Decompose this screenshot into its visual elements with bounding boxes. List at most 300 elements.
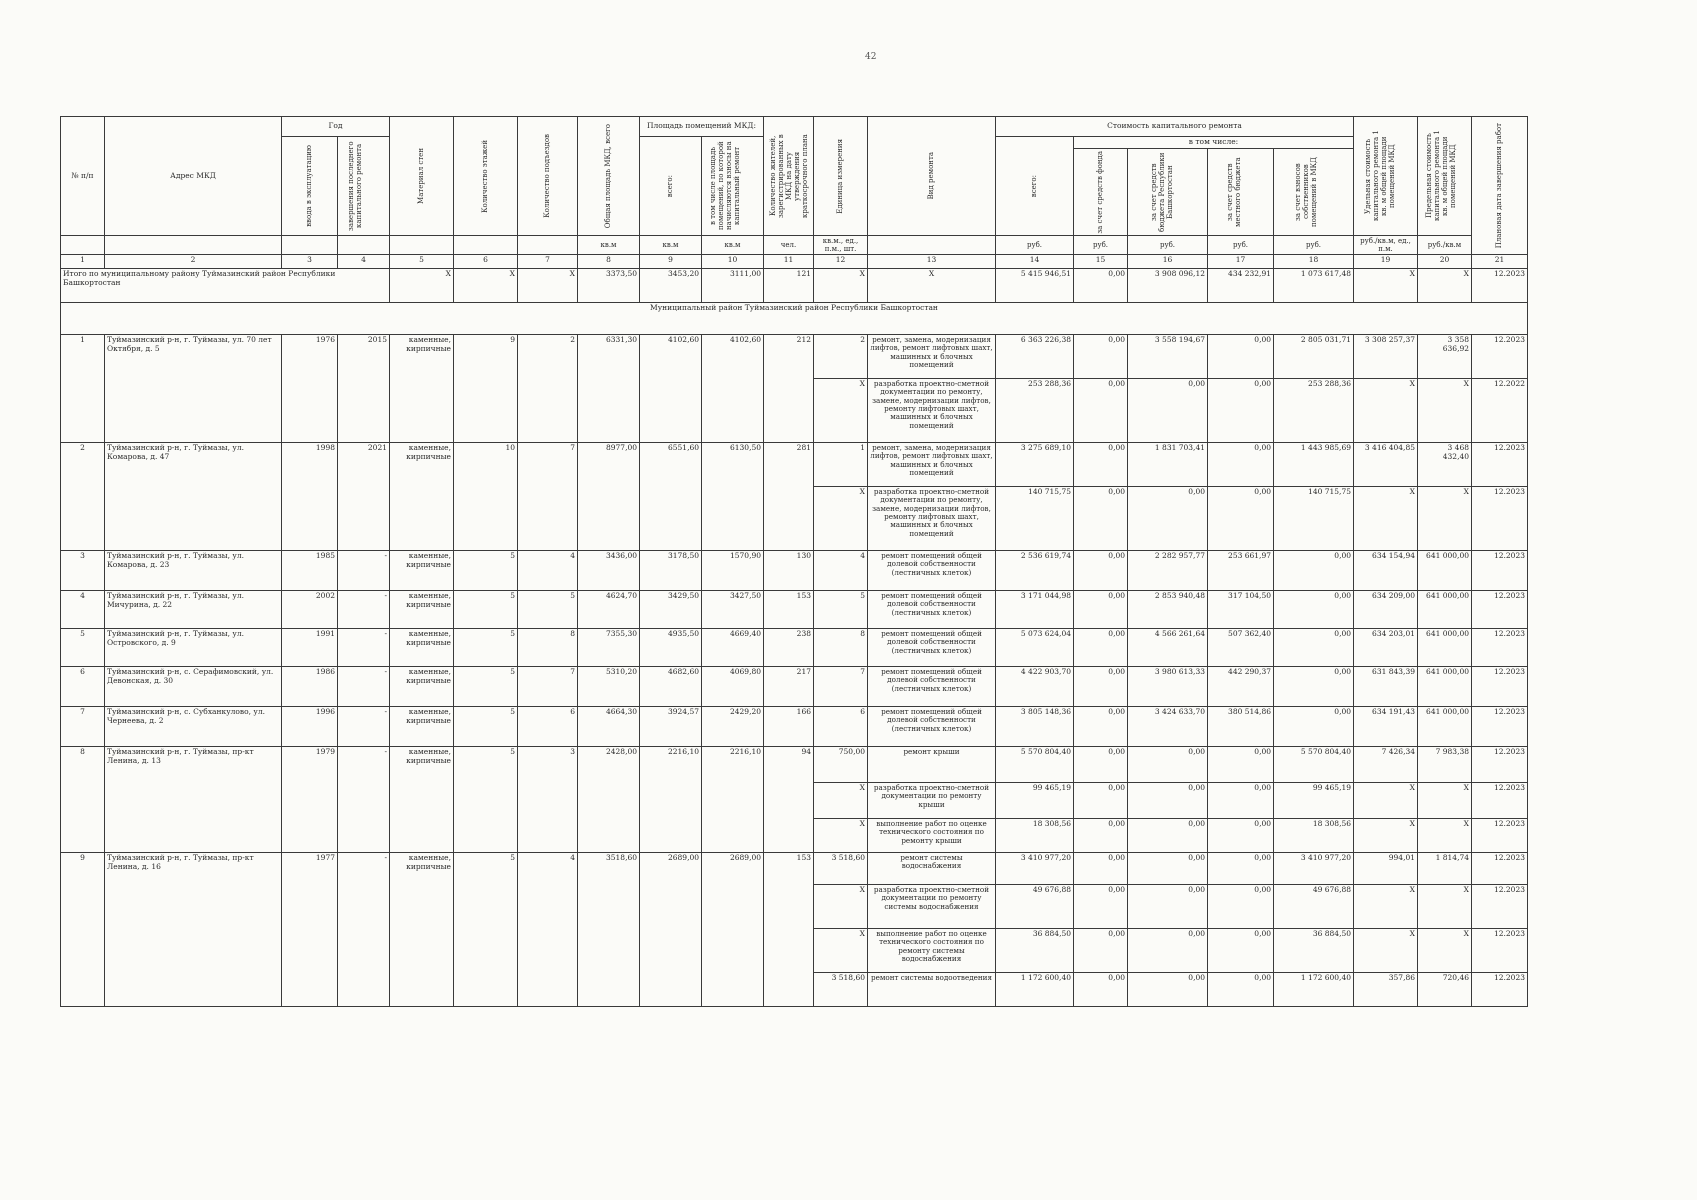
header-max-cost — [1418, 117, 1472, 236]
work-c15: 0,00 — [1074, 629, 1128, 667]
header-floors-text: Количество этажей — [481, 139, 490, 213]
work-c16: 0,00 — [1128, 973, 1208, 1007]
total-cost-rb: 3 908 096,12 — [1128, 269, 1208, 303]
header-area-all-text: всего: — [666, 174, 675, 198]
row-floors: 9 — [454, 335, 518, 443]
work-c17: 0,00 — [1208, 929, 1274, 973]
work-c15: 0,00 — [1074, 443, 1128, 487]
work-c18: 253 288,36 — [1274, 379, 1354, 443]
header-unit-cost — [1354, 117, 1418, 236]
work-c19: X — [1354, 819, 1418, 853]
row-floors: 5 — [454, 747, 518, 853]
work-c18: 0,00 — [1274, 707, 1354, 747]
header-n: № п/п — [61, 117, 105, 236]
work-unit: X — [814, 487, 868, 551]
work-type: разработка проектно-сметной документации по ремонту системы водоснабжения — [868, 885, 996, 929]
work-c14: 36 884,50 — [996, 929, 1074, 973]
column-number: 11 — [764, 255, 814, 269]
unit-total-area: кв.м — [578, 236, 640, 255]
header-address: Адрес МКД — [105, 117, 282, 236]
row-area-all: 6551,60 — [640, 443, 702, 551]
header-walls-text: Материал стен — [417, 148, 426, 204]
work-c14: 3 171 044,98 — [996, 591, 1074, 629]
row-residents: 217 — [764, 667, 814, 707]
work-c16: 1 831 703,41 — [1128, 443, 1208, 487]
row-year-build: 1986 — [282, 667, 338, 707]
row-address: Туймазинский р-н, г. Туймазы, ул. Комарова, д. 23 — [105, 551, 282, 591]
work-c19: X — [1354, 487, 1418, 551]
work-c18: 0,00 — [1274, 551, 1354, 591]
total-cost-fund: 0,00 — [1074, 269, 1128, 303]
row-year-last: - — [338, 707, 390, 747]
work-unit: 750,00 — [814, 747, 868, 783]
work-c19: 634 209,00 — [1354, 591, 1418, 629]
row-number: 6 — [61, 667, 105, 707]
table-header — [61, 117, 1528, 255]
row-address: Туймазинский р-н, с. Субханкулово, ул. Чернеева, д. 2 — [105, 707, 282, 747]
work-c20: X — [1418, 819, 1472, 853]
work-c15: 0,00 — [1074, 335, 1128, 379]
work-c21: 12.2022 — [1472, 379, 1528, 443]
header-incl: в том числе: — [1074, 137, 1354, 149]
work-c15: 0,00 — [1074, 379, 1128, 443]
work-c15: 0,00 — [1074, 551, 1128, 591]
work-c16: 0,00 — [1128, 929, 1208, 973]
work-c16: 0,00 — [1128, 747, 1208, 783]
row-entrances: 7 — [518, 443, 578, 551]
unit-rub-17: руб. — [1208, 236, 1274, 255]
work-type: ремонт, замена, модернизация лифтов, ремонт лифтовых шахт, машинных и блочных помещений — [868, 335, 996, 379]
header-total-area-text: Общая площадь МКД, всего — [604, 123, 613, 229]
header-cost-total — [996, 137, 1074, 236]
work-c18: 18 308,56 — [1274, 819, 1354, 853]
work-c19: 634 203,01 — [1354, 629, 1418, 667]
header-entrances-text: Количество подъездов — [543, 134, 552, 218]
row-entrances: 4 — [518, 853, 578, 1007]
row-entrances: 5 — [518, 591, 578, 629]
column-numbers-row — [61, 255, 1528, 269]
column-number: 4 — [338, 255, 390, 269]
work-c21: 12.2023 — [1472, 819, 1528, 853]
header-residents-text: Количество жителей, зарегистрированных в МКД на дату утверждения краткосрочного плана — [768, 134, 809, 218]
row-number: 3 — [61, 551, 105, 591]
work-c18: 1 172 600,40 — [1274, 973, 1354, 1007]
unit-rub-16: руб. — [1128, 236, 1208, 255]
row-number: 2 — [61, 443, 105, 551]
total-cost-local: 434 232,91 — [1208, 269, 1274, 303]
work-c18: 1 443 985,69 — [1274, 443, 1354, 487]
work-c14: 5 073 624,04 — [996, 629, 1074, 667]
work-c17: 0,00 — [1208, 487, 1274, 551]
work-c21: 12.2023 — [1472, 707, 1528, 747]
work-c19: 994,01 — [1354, 853, 1418, 885]
column-number: 19 — [1354, 255, 1418, 269]
total-label: Итого по муниципальному району Туймазинский район Республики Башкортостан — [61, 269, 390, 303]
row-residents: 94 — [764, 747, 814, 853]
work-unit: 6 — [814, 707, 868, 747]
row-address: Туймазинский р-н, г. Туймазы, пр-кт Ленина, д. 13 — [105, 747, 282, 853]
work-unit: X — [814, 885, 868, 929]
work-c17: 0,00 — [1208, 783, 1274, 819]
row-floors: 5 — [454, 591, 518, 629]
row-floors: 10 — [454, 443, 518, 551]
total-walls: X — [390, 269, 454, 303]
work-c19: X — [1354, 379, 1418, 443]
row-total-area: 5310,20 — [578, 667, 640, 707]
row-walls: каменные, кирпичные — [390, 853, 454, 1007]
work-c19: 631 843,39 — [1354, 667, 1418, 707]
row-entrances: 4 — [518, 551, 578, 591]
table-row — [61, 443, 1528, 487]
row-walls: каменные, кирпичные — [390, 629, 454, 667]
table-row — [61, 335, 1528, 379]
work-c16: 2 853 940,48 — [1128, 591, 1208, 629]
work-type: разработка проектно-сметной документации по ремонту, замене, модернизации лифтов, ремонту лифтовых шахт, машинных и блочных помещений — [868, 487, 996, 551]
work-c21: 12.2023 — [1472, 783, 1528, 819]
total-area-all: 3453,20 — [640, 269, 702, 303]
header-cost-local-text: за счет средств местного бюджета — [1225, 157, 1242, 227]
header-cost-owners — [1274, 149, 1354, 236]
work-c20: 641 000,00 — [1418, 629, 1472, 667]
row-area-all: 4935,50 — [640, 629, 702, 667]
work-c21: 12.2023 — [1472, 853, 1528, 885]
work-unit: 3 518,60 — [814, 973, 868, 1007]
units-cell — [61, 236, 105, 255]
work-c18: 0,00 — [1274, 629, 1354, 667]
work-type: ремонт помещений общей долевой собственности (лестничных клеток) — [868, 551, 996, 591]
work-c17: 0,00 — [1208, 335, 1274, 379]
total-residents: 121 — [764, 269, 814, 303]
work-c18: 5 570 804,40 — [1274, 747, 1354, 783]
row-address: Туймазинский р-н, г. Туймазы, ул. Островского, д. 9 — [105, 629, 282, 667]
row-residents: 166 — [764, 707, 814, 747]
header-cost-rb — [1128, 149, 1208, 236]
column-number: 21 — [1472, 255, 1528, 269]
total-area-res: 3111,00 — [702, 269, 764, 303]
row-area-res: 2216,10 — [702, 747, 764, 853]
row-entrances: 7 — [518, 667, 578, 707]
total-floors: X — [454, 269, 518, 303]
work-c21: 12.2023 — [1472, 551, 1528, 591]
work-c20: X — [1418, 929, 1472, 973]
total-date: 12.2023 — [1472, 269, 1528, 303]
row-address: Туймазинский р-н, г. Туймазы, пр-кт Ленина, д. 16 — [105, 853, 282, 1007]
header-year-last-text: завершения последнего капитального ремонта — [346, 141, 363, 231]
row-total-area: 3518,60 — [578, 853, 640, 1007]
row-area-all: 4102,60 — [640, 335, 702, 443]
row-year-last: - — [338, 747, 390, 853]
header-max-cost-text: Предельная стоимость капитального ремонта 1 кв. м общей площади помещений МКД — [1424, 130, 1457, 222]
total-max-cost: X — [1418, 269, 1472, 303]
work-unit: 1 — [814, 443, 868, 487]
table-row — [61, 629, 1528, 667]
work-c15: 0,00 — [1074, 819, 1128, 853]
work-c19: 3 416 404,85 — [1354, 443, 1418, 487]
row-floors: 5 — [454, 551, 518, 591]
work-c16: 0,00 — [1128, 487, 1208, 551]
work-c17: 0,00 — [1208, 747, 1274, 783]
work-c16: 3 424 633,70 — [1128, 707, 1208, 747]
header-work-type — [868, 117, 996, 236]
row-area-res: 1570,90 — [702, 551, 764, 591]
work-c18: 3 410 977,20 — [1274, 853, 1354, 885]
work-c16: 3 558 194,67 — [1128, 335, 1208, 379]
work-c17: 0,00 — [1208, 443, 1274, 487]
work-c15: 0,00 — [1074, 707, 1128, 747]
work-c21: 12.2023 — [1472, 747, 1528, 783]
work-c14: 3 410 977,20 — [996, 853, 1074, 885]
unit-area-all: кв.м — [640, 236, 702, 255]
work-c21: 12.2023 — [1472, 591, 1528, 629]
header-unit — [814, 117, 868, 236]
header-cost-total-text: всего: — [1030, 174, 1039, 198]
header-year-build — [282, 137, 338, 236]
row-area-all: 2689,00 — [640, 853, 702, 1007]
row-entrances: 3 — [518, 747, 578, 853]
row-area-all: 3429,50 — [640, 591, 702, 629]
row-walls: каменные, кирпичные — [390, 747, 454, 853]
work-c15: 0,00 — [1074, 885, 1128, 929]
units-cell — [390, 236, 454, 255]
units-cell — [454, 236, 518, 255]
header-cost-fund-text: за счет средств фонда — [1096, 150, 1105, 234]
work-type: ремонт помещений общей долевой собственности (лестничных клеток) — [868, 707, 996, 747]
header-work-type-text: Вид ремонта — [927, 152, 936, 200]
row-number: 5 — [61, 629, 105, 667]
work-c16: 3 980 613,33 — [1128, 667, 1208, 707]
work-type: ремонт помещений общей долевой собственности (лестничных клеток) — [868, 591, 996, 629]
unit-rub-14: руб. — [996, 236, 1074, 255]
row-area-res: 4669,40 — [702, 629, 764, 667]
header-plan-date — [1472, 117, 1528, 255]
work-c17: 0,00 — [1208, 819, 1274, 853]
work-c15: 0,00 — [1074, 667, 1128, 707]
work-c18: 0,00 — [1274, 667, 1354, 707]
row-walls: каменные, кирпичные — [390, 335, 454, 443]
work-type: ремонт крыши — [868, 747, 996, 783]
work-c20: 720,46 — [1418, 973, 1472, 1007]
table-row — [61, 667, 1528, 707]
work-c20: 641 000,00 — [1418, 551, 1472, 591]
work-c20: 641 000,00 — [1418, 591, 1472, 629]
total-row — [61, 269, 1528, 303]
row-floors: 5 — [454, 667, 518, 707]
work-c17: 0,00 — [1208, 853, 1274, 885]
district-row — [61, 303, 1528, 335]
row-year-build: 1998 — [282, 443, 338, 551]
work-c14: 49 676,88 — [996, 885, 1074, 929]
row-total-area: 7355,30 — [578, 629, 640, 667]
units-cell — [868, 236, 996, 255]
header-cost-owners-text: за счет взносов собственников помещений в МКД — [1293, 157, 1318, 227]
column-number: 6 — [454, 255, 518, 269]
work-c15: 0,00 — [1074, 747, 1128, 783]
column-number: 1 — [61, 255, 105, 269]
work-c21: 12.2023 — [1472, 443, 1528, 487]
header-cost-rb-text: за счет средств бюджета Республики Башкортостан — [1149, 152, 1174, 232]
row-year-build: 1977 — [282, 853, 338, 1007]
header-premises-area: Площадь помещений МКД: — [640, 117, 764, 137]
header-unit-text: Единица измерения — [836, 138, 845, 214]
table-row — [61, 551, 1528, 591]
work-type: ремонт системы водоотведения — [868, 973, 996, 1007]
work-c21: 12.2023 — [1472, 929, 1528, 973]
work-c20: 1 814,74 — [1418, 853, 1472, 885]
work-c15: 0,00 — [1074, 487, 1128, 551]
row-year-last: - — [338, 853, 390, 1007]
work-c17: 0,00 — [1208, 379, 1274, 443]
total-unit: X — [814, 269, 868, 303]
work-c19: 634 154,94 — [1354, 551, 1418, 591]
work-c16: 0,00 — [1128, 853, 1208, 885]
work-c19: 357,86 — [1354, 973, 1418, 1007]
header-area-all — [640, 137, 702, 236]
total-cost-total: 5 415 946,51 — [996, 269, 1074, 303]
work-c18: 99 465,19 — [1274, 783, 1354, 819]
row-total-area: 4624,70 — [578, 591, 640, 629]
total-entrances: X — [518, 269, 578, 303]
row-walls: каменные, кирпичные — [390, 707, 454, 747]
work-type: выполнение работ по оценке технического состояния по ремонту системы водоснабжения — [868, 929, 996, 973]
header-entrances — [518, 117, 578, 236]
work-c20: X — [1418, 885, 1472, 929]
column-number: 14 — [996, 255, 1074, 269]
work-c14: 253 288,36 — [996, 379, 1074, 443]
column-number: 16 — [1128, 255, 1208, 269]
work-c18: 2 805 031,71 — [1274, 335, 1354, 379]
row-entrances: 6 — [518, 707, 578, 747]
column-number: 2 — [105, 255, 282, 269]
row-residents: 130 — [764, 551, 814, 591]
work-c14: 6 363 226,38 — [996, 335, 1074, 379]
work-c16: 0,00 — [1128, 885, 1208, 929]
row-walls: каменные, кирпичные — [390, 551, 454, 591]
row-floors: 5 — [454, 629, 518, 667]
table-row — [61, 707, 1528, 747]
row-number: 1 — [61, 335, 105, 443]
row-residents: 153 — [764, 853, 814, 1007]
work-c14: 1 172 600,40 — [996, 973, 1074, 1007]
work-c14: 2 536 619,74 — [996, 551, 1074, 591]
district-label: Муниципальный район Туймазинский район Республики Башкортостан — [61, 303, 1528, 335]
capital-repair-plan-table — [60, 116, 1528, 1007]
work-type: разработка проектно-сметной документации по ремонту, замене, модернизации лифтов, ремонту лифтовых шахт, машинных и блочных помещений — [868, 379, 996, 443]
work-c20: X — [1418, 487, 1472, 551]
work-c21: 12.2023 — [1472, 487, 1528, 551]
row-year-build: 1976 — [282, 335, 338, 443]
total-cost-owners: 1 073 617,48 — [1274, 269, 1354, 303]
work-c19: X — [1354, 929, 1418, 973]
row-address: Туймазинский р-н, г. Туймазы, ул. Мичурина, д. 22 — [105, 591, 282, 629]
column-number: 18 — [1274, 255, 1354, 269]
row-walls: каменные, кирпичные — [390, 667, 454, 707]
work-type: ремонт помещений общей долевой собственности (лестничных клеток) — [868, 629, 996, 667]
table-body — [61, 255, 1528, 1007]
work-c14: 140 715,75 — [996, 487, 1074, 551]
column-number: 10 — [702, 255, 764, 269]
work-c15: 0,00 — [1074, 783, 1128, 819]
units-cell — [282, 236, 338, 255]
work-type: ремонт помещений общей долевой собственности (лестничных клеток) — [868, 667, 996, 707]
work-c21: 12.2023 — [1472, 335, 1528, 379]
work-unit: X — [814, 929, 868, 973]
work-type: выполнение работ по оценке технического состояния по ремонту крыши — [868, 819, 996, 853]
row-area-all: 3178,50 — [640, 551, 702, 591]
work-unit: 7 — [814, 667, 868, 707]
row-floors: 5 — [454, 707, 518, 747]
work-c20: 3 358 636,92 — [1418, 335, 1472, 379]
work-unit: 3 518,60 — [814, 853, 868, 885]
unit-area-res: кв.м — [702, 236, 764, 255]
row-address: Туймазинский р-н, г. Туймазы, ул. 70 лет Октября, д. 5 — [105, 335, 282, 443]
row-total-area: 8977,00 — [578, 443, 640, 551]
work-c18: 0,00 — [1274, 591, 1354, 629]
row-number: 4 — [61, 591, 105, 629]
row-year-last: - — [338, 551, 390, 591]
row-area-all: 4682,60 — [640, 667, 702, 707]
unit-rub-15: руб. — [1074, 236, 1128, 255]
row-number: 7 — [61, 707, 105, 747]
header-walls — [390, 117, 454, 236]
header-year-build-text: ввода в эксплуатацию — [305, 145, 314, 227]
work-unit: 5 — [814, 591, 868, 629]
work-c16: 2 282 957,77 — [1128, 551, 1208, 591]
unit-unit-cost: руб./кв.м, ед., п.м. — [1354, 236, 1418, 255]
work-c15: 0,00 — [1074, 853, 1128, 885]
row-total-area: 3436,00 — [578, 551, 640, 591]
work-c20: X — [1418, 783, 1472, 819]
column-number: 8 — [578, 255, 640, 269]
work-unit: X — [814, 819, 868, 853]
work-c15: 0,00 — [1074, 591, 1128, 629]
column-number: 7 — [518, 255, 578, 269]
row-walls: каменные, кирпичные — [390, 591, 454, 629]
unit-rub-18: руб. — [1274, 236, 1354, 255]
units-cell — [518, 236, 578, 255]
work-unit: 8 — [814, 629, 868, 667]
row-year-build: 1996 — [282, 707, 338, 747]
work-c17: 0,00 — [1208, 973, 1274, 1007]
work-c20: 641 000,00 — [1418, 667, 1472, 707]
work-unit: 2 — [814, 335, 868, 379]
row-area-res: 6130,50 — [702, 443, 764, 551]
header-area-residential-text: в том числе площадь помещений, по которой начисляются взносы на капитальный ремонт — [708, 141, 741, 231]
header-unit-cost-text: Удельная стоимость капитального ремонта 1 кв. м общей площади помещений МКД — [1363, 130, 1396, 222]
column-number: 12 — [814, 255, 868, 269]
work-c20: 7 983,38 — [1418, 747, 1472, 783]
work-c14: 3 275 689,10 — [996, 443, 1074, 487]
work-c17: 317 104,50 — [1208, 591, 1274, 629]
total-unit-cost: X — [1354, 269, 1418, 303]
unit-max-cost: руб./кв.м — [1418, 236, 1472, 255]
row-residents: 238 — [764, 629, 814, 667]
row-total-area: 6331,30 — [578, 335, 640, 443]
work-c17: 380 514,86 — [1208, 707, 1274, 747]
work-c19: 7 426,34 — [1354, 747, 1418, 783]
work-unit: X — [814, 783, 868, 819]
row-year-build: 1991 — [282, 629, 338, 667]
row-area-all: 2216,10 — [640, 747, 702, 853]
unit-unit: кв.м., ед., п.м., шт. — [814, 236, 868, 255]
work-c18: 36 884,50 — [1274, 929, 1354, 973]
header-cost-fund — [1074, 149, 1128, 236]
header-total-area — [578, 117, 640, 236]
row-year-build: 1985 — [282, 551, 338, 591]
row-area-res: 4069,80 — [702, 667, 764, 707]
column-number: 3 — [282, 255, 338, 269]
work-c17: 253 661,97 — [1208, 551, 1274, 591]
work-c14: 18 308,56 — [996, 819, 1074, 853]
